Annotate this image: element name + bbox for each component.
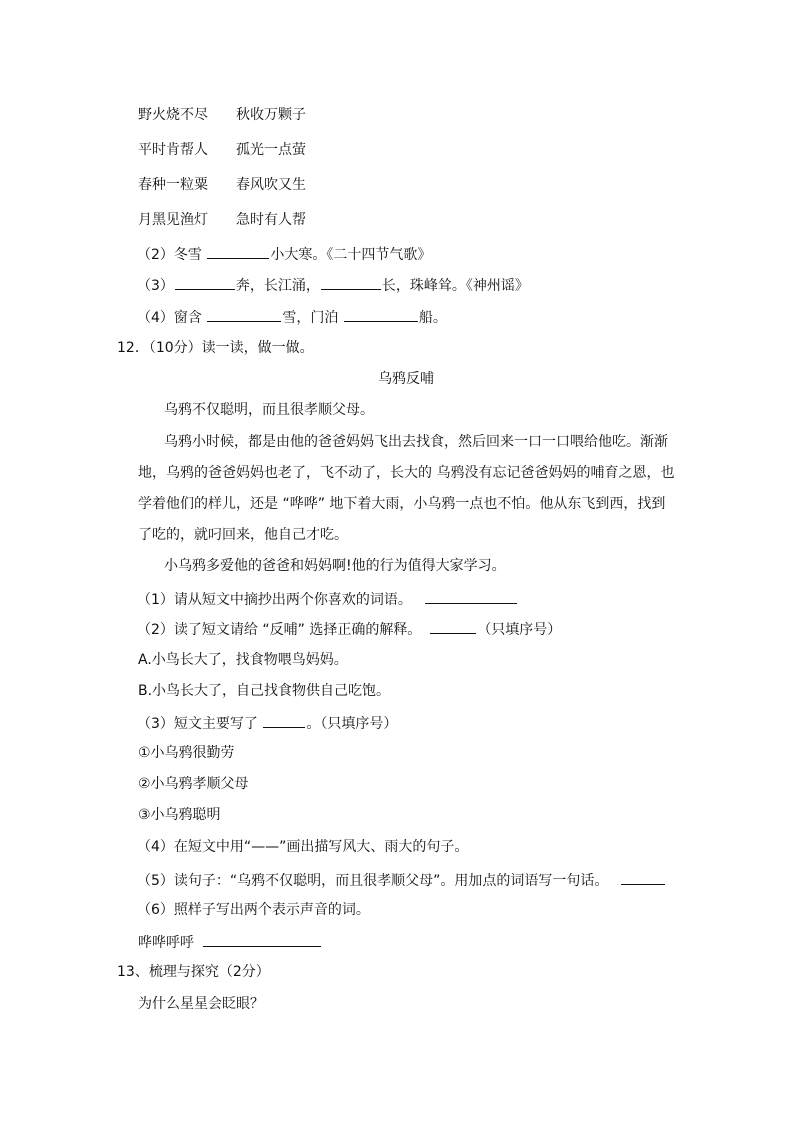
option-b: B.小鸟长大了，自己找食物供自己吃饱。 [138,683,391,699]
q13-header: 13、梳理与探究（2分） [117,964,270,980]
q11-item-3-post: 长，珠峰耸。《神州谣》 [381,278,529,294]
q12-sub-5 [137,870,666,890]
q12-sub-2 [137,619,561,639]
q11-item-4-num: （4） [137,310,174,326]
pair-right-1: 秋收万颗子 [236,107,306,123]
passage-para-2-line-4: 了吃的，就叼回来，他自己才吃。 [138,527,348,543]
pair-right-4: 急时有人帮 [236,212,306,228]
q12-sub-6: （6）照样子写出两个表示声音的词。 [137,902,370,918]
q12-sub-6-blank[interactable] [203,932,321,947]
q12-sub-6-example-text: 哗哗呼呼 [138,935,199,951]
q12-sub-2-note: （只填序号） [477,622,562,638]
q13-question: 为什么星星会眨眼？ [138,996,264,1012]
q12-sub-4: （4）在短文中用“——”画出描写风大、雨大的句子。 [137,839,469,855]
passage-title: 乌鸦反哺 [378,371,434,387]
q11-item-4-mid: 雪，门泊 [282,310,343,326]
pair-left-1: 野火烧不尽 [138,107,208,123]
q11-item-4-pre: 窗含 [173,310,207,326]
passage-para-2-line-3: 学着他们的样儿，还是 “哗哗” 地下着大雨，小乌鸦一点也不怕。他从东飞到西，找到 [138,496,666,512]
choice-2: ②小乌鸦孝顺父母 [138,776,249,792]
q12-sub-1-blank[interactable] [425,589,517,604]
passage-para-2-line-1: 乌鸦小时候，都是由他的爸爸妈妈飞出去找食，然后回来一口一口喂给他吃。渐渐 [164,434,668,450]
q11-item-3 [137,275,529,295]
choice-1: ①小乌鸦很勤劳 [138,745,235,761]
q11-item-3-blank-1[interactable] [175,275,235,290]
pair-left-4: 月黑见渔灯 [138,212,208,228]
q12-sub-5-blank[interactable] [621,870,665,885]
q12-sub-2-blank[interactable] [430,619,476,634]
q11-item-4 [137,307,447,327]
q11-item-2 [137,244,431,264]
q12-sub-3-blank[interactable] [263,713,305,728]
q11-item-3-mid: 奔，长江涌， [235,278,320,294]
q12-sub-1-text: （1）请从短文中摘抄出两个你喜欢的词语。 [137,592,412,608]
pair-right-3: 春风吹又生 [236,177,306,193]
q11-item-4-blank-1[interactable] [207,307,281,322]
pair-right-2: 孤光一点萤 [236,142,306,158]
passage-para-1: 乌鸦不仅聪明，而且很孝顺父母。 [164,402,374,418]
choice-3: ③小乌鸦聪明 [138,807,221,823]
q12-sub-2-text: （2）读了短文请给 “反哺” 选择正确的解释。 [137,622,422,638]
q12-sub-6-example [138,932,322,952]
passage-para-3: 小乌鸦多爱他的爸爸和妈妈啊!他的行为值得大家学习。 [164,558,506,574]
q12-sub-3-note: 。（只填序号） [306,716,398,732]
q11-item-2-blank[interactable] [207,244,269,259]
q11-item-3-num: （3） [137,278,174,294]
q12-sub-3 [137,713,397,733]
q11-item-3-blank-2[interactable] [321,275,381,290]
q11-item-2-num: （2） [137,247,174,263]
pair-left-2: 平时肯帮人 [138,142,208,158]
q12-sub-1 [137,589,518,609]
option-a: A.小鸟长大了，找食物喂鸟妈妈。 [138,652,348,668]
passage-para-2-line-2: 地，乌鸦的爸爸妈妈也老了，飞不动了，长大的 乌鸦没有忘记爸爸妈妈的哺育之恩，也 [138,465,675,481]
q11-item-4-blank-2[interactable] [344,307,418,322]
q11-item-4-post: 船。 [418,310,447,326]
q12-sub-3-text: （3）短文主要写了 [137,716,263,732]
q11-item-2-post: 小大寒。《二十四节气歌》 [270,247,432,263]
pair-left-3: 春种一粒粟 [138,177,208,193]
q11-item-2-pre: 冬雪 [173,247,207,263]
q12-header: 12．（10分）读一读，做一做。 [117,340,314,356]
q12-sub-5-text: （5）读句子：“乌鸦不仅聪明，而且很孝顺父母”。用加点的词语写一句话。 [137,873,609,889]
